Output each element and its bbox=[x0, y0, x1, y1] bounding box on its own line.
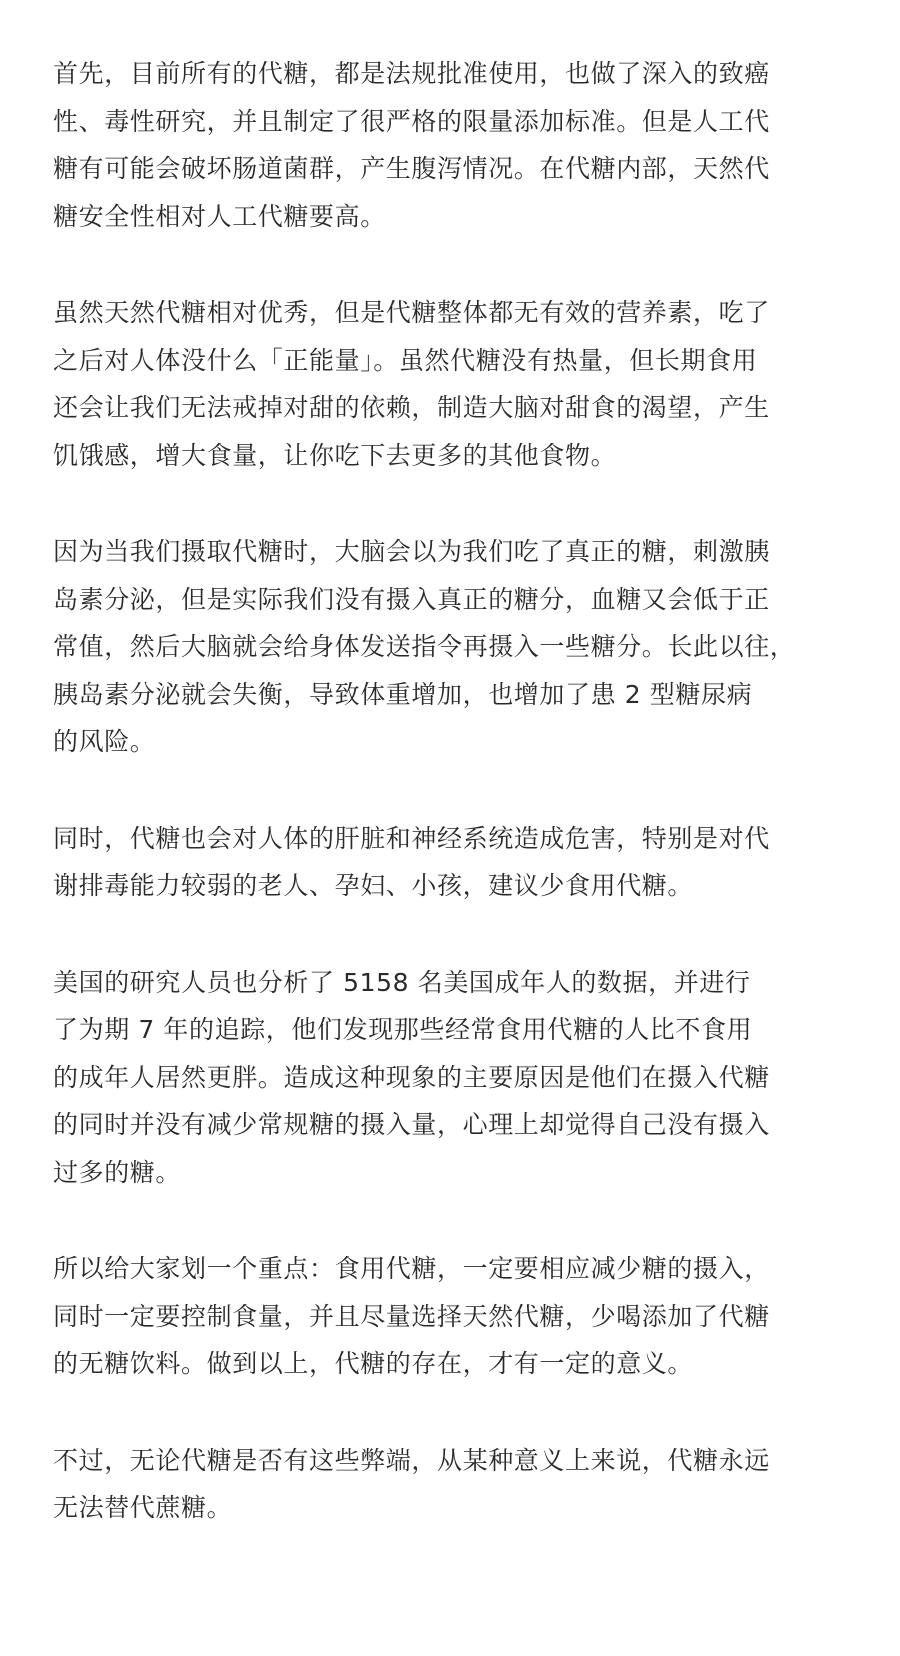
text-line: 糖安全性相对人工代糖要高。 bbox=[53, 201, 386, 231]
text-line: 过多的糖。 bbox=[53, 1157, 182, 1187]
text-line: 饥饿感，增大食量，让你吃下去更多的其他食物。 bbox=[53, 440, 617, 470]
text-line: 谢排毒能力较弱的老人、孕妇、小孩，建议少食用代糖。 bbox=[53, 871, 694, 900]
text-line: 胰岛素分泌就会失衡，导致体重增加，也增加了患 2 型糖尿病 bbox=[53, 679, 753, 709]
text-line: 同时，代糖也会对人体的肝脏和神经系统造成危害，特别是对代 bbox=[53, 823, 770, 853]
text-line: 所以给大家划一个重点：食用代糖，一定要相应减少糖的摄入， bbox=[53, 1254, 770, 1283]
text-line: 同时一定要控制食量，并且尽量选择天然代糖，少喝添加了代糖 bbox=[53, 1301, 770, 1331]
text-line: 的同时并没有减少常规糖的摄入量，心理上却觉得自己没有摄入 bbox=[53, 1110, 770, 1139]
text-line: 还会让我们无法戒掉对甜的依赖，制造大脑对甜食的渴望，产生 bbox=[53, 393, 770, 422]
text-line: 美国的研究人员也分析了 5158 名美国成年人的数据，并进行 bbox=[53, 967, 751, 997]
paragraph-safety bbox=[0, 50, 900, 240]
text-line: 因为当我们摄取代糖时，大脑会以为我们吃了真正的糖，刺激胰 bbox=[53, 537, 770, 566]
text-line: 糖有可能会破坏肠道菌群，产生腹泻情况。在代糖内部，天然代 bbox=[53, 154, 770, 183]
text-line: 了为期 7 年的追踪，他们发现那些经常食用代糖的人比不食用 bbox=[53, 1015, 753, 1044]
text-line: 之后对人体没什么「正能量」。虽然代糖没有热量，但长期食用 bbox=[53, 345, 758, 375]
paragraph-organs bbox=[0, 815, 900, 910]
text-line: 的风险。 bbox=[53, 727, 156, 756]
text-line: 无法替代蔗糖。 bbox=[53, 1493, 233, 1522]
paragraph-key-point bbox=[0, 1245, 900, 1388]
text-line: 不过，无论代糖是否有这些弊端，从某种意义上来说，代糖永远 bbox=[53, 1445, 770, 1475]
text-line: 的成年人居然更胖。造成这种现象的主要原因是他们在摄入代糖 bbox=[53, 1062, 770, 1092]
text-line: 岛素分泌，但是实际我们没有摄入真正的糖分，血糖又会低于正 bbox=[53, 584, 770, 614]
paragraph-insulin bbox=[0, 528, 900, 766]
paragraph-study bbox=[0, 959, 900, 1197]
paragraph-nutrition bbox=[0, 289, 900, 479]
text-line: 性、毒性研究，并且制定了很严格的限量添加标准。但是人工代 bbox=[53, 106, 770, 136]
text-line: 常值，然后大脑就会给身体发送指令再摄入一些糖分。长此以往， bbox=[53, 632, 796, 661]
paragraph-conclusion bbox=[0, 1437, 900, 1532]
text-line: 虽然天然代糖相对优秀，但是代糖整体都无有效的营养素，吃了 bbox=[53, 298, 770, 327]
text-line: 的无糖饮料。做到以上，代糖的存在，才有一定的意义。 bbox=[53, 1349, 694, 1378]
text-line: 首先，目前所有的代糖，都是法规批准使用，也做了深入的致癌 bbox=[53, 59, 770, 88]
